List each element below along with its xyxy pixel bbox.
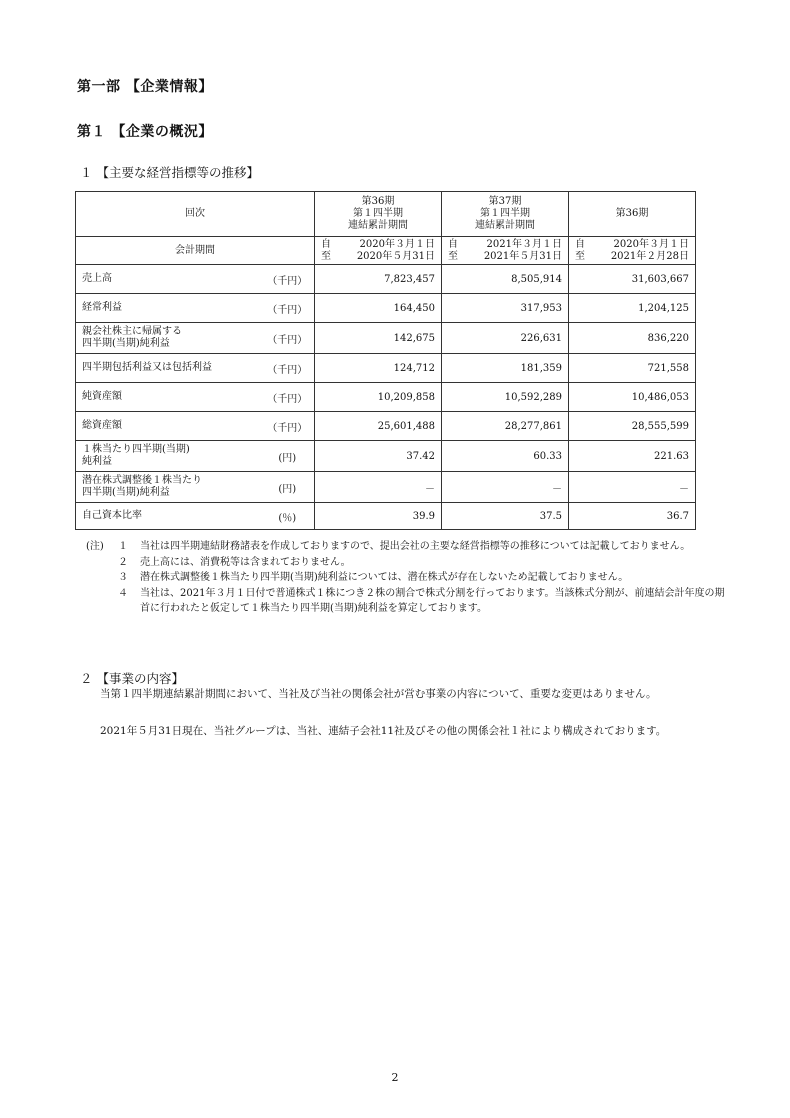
row-unit: （千円） — [261, 354, 315, 383]
value-cell: 836,220 — [569, 323, 696, 354]
row-label: 経常利益 — [76, 294, 261, 323]
column-header: 第37期 第１四半期 連結累計期間 — [442, 192, 569, 237]
row-unit: （千円） — [261, 294, 315, 323]
column-header: 第36期 第１四半期 連結累計期間 — [315, 192, 442, 237]
period-row — [76, 237, 696, 265]
row-label: １株当たり四半期(当期) 純利益 — [76, 441, 261, 472]
subsection-title-business: ２ 【事業の内容】 — [80, 671, 184, 686]
value-cell: 8,505,914 — [442, 265, 569, 294]
table-row — [76, 383, 696, 412]
row-label: 四半期包括利益又は包括利益 — [76, 354, 261, 383]
value-cell: 181,359 — [442, 354, 569, 383]
row-unit: （千円） — [261, 412, 315, 441]
value-cell: － — [569, 472, 696, 503]
value-cell: 31,603,667 — [569, 265, 696, 294]
row-label: 売上高 — [76, 265, 261, 294]
value-cell: 28,277,861 — [442, 412, 569, 441]
business-paragraph-1: 当第１四半期連結累計期間において、当社及び当社の関係会社が営む事業の内容について、重要な変更はありません。 — [100, 688, 657, 700]
value-cell: 142,675 — [315, 323, 442, 354]
period-cell: 自 2021年３月１日 至 2021年５月31日 — [442, 237, 569, 265]
note-text: 当社は、2021年３月１日付で普通株式１株につき２株の割合で株式分割を行っております。当該株式分割が、前連結会計年度の期首に行われたと仮定して１株当たり四半期(当期)純利益を算定しております。 — [140, 587, 725, 614]
table-row — [76, 472, 696, 503]
value-cell: 37.5 — [442, 503, 569, 530]
row-label: 親会社株主に帰属する 四半期(当期)純利益 — [76, 323, 261, 354]
period-cell: 自 2020年３月１日 至 2020年５月31日 — [315, 237, 442, 265]
period-label: 会計期間 — [76, 237, 315, 265]
value-cell: 164,450 — [315, 294, 442, 323]
row-label: 自己資本比率 — [76, 503, 261, 530]
value-cell: 10,486,053 — [569, 383, 696, 412]
value-cell: 60.33 — [442, 441, 569, 472]
value-cell: － — [442, 472, 569, 503]
table-row — [76, 294, 696, 323]
subsection-title-indicators: １ 【主要な経営指標等の推移】 — [80, 165, 259, 180]
row-unit: (％) — [261, 503, 315, 530]
value-cell: － — [315, 472, 442, 503]
value-cell: 10,209,858 — [315, 383, 442, 412]
value-cell: 25,601,488 — [315, 412, 442, 441]
row-unit: （千円） — [261, 323, 315, 354]
value-cell: 221.63 — [569, 441, 696, 472]
period-cell: 自 2020年３月１日 至 2021年２月28日 — [569, 237, 696, 265]
row-label: 総資産額 — [76, 412, 261, 441]
value-cell: 1,204,125 — [569, 294, 696, 323]
table-row — [76, 441, 696, 472]
row-unit: （千円） — [261, 265, 315, 294]
table-row — [76, 323, 696, 354]
table-row — [76, 412, 696, 441]
page-number: 2 — [391, 1071, 399, 1084]
column-header: 第36期 — [569, 192, 696, 237]
row-label: 純資産額 — [76, 383, 261, 412]
value-cell: 226,631 — [442, 323, 569, 354]
notes: (注) １ 当社は四半期連結財務諸表を作成しておりますので、提出会社の主要な経営指標等の推移については記載しておりません。 ２ 売上高には、消費税等は含まれておりません。 ３ 潜在株式調整後１株当たり四半期(当期)純利益については、潜在株式が存在しないため記載しておりません。 ４ 当社は、2021年３月１日付で普通株式１株につき２株の割合で株式分割を行っております。当該株式分割が、前連結会計年度の期首に行われたと仮定して１株当たり四半期(当期)純利益を算定しております。 — [86, 539, 726, 617]
value-cell: 7,823,457 — [315, 265, 442, 294]
row-unit: (円) — [261, 472, 315, 503]
note-text: 当社は四半期連結財務諸表を作成しておりますので、提出会社の主要な経営指標等の推移については記載しておりません。 — [140, 541, 691, 552]
part-title: 第一部 【企業情報】 — [77, 79, 213, 95]
note-text: 潜在株式調整後１株当たり四半期(当期)純利益については、潜在株式が存在しないため記載しておりません。 — [140, 572, 629, 583]
value-cell: 37.42 — [315, 441, 442, 472]
header-label: 回次 — [76, 192, 315, 237]
table-row — [76, 265, 696, 294]
table-row — [76, 354, 696, 383]
value-cell: 317,953 — [442, 294, 569, 323]
value-cell: 36.7 — [569, 503, 696, 530]
value-cell: 28,555,599 — [569, 412, 696, 441]
note-text: 売上高には、消費税等は含まれておりません。 — [140, 556, 351, 568]
value-cell: 124,712 — [315, 354, 442, 383]
row-unit: （千円） — [261, 383, 315, 412]
table-row — [76, 503, 696, 530]
value-cell: 39.9 — [315, 503, 442, 530]
row-label: 潜在株式調整後１株当たり 四半期(当期)純利益 — [76, 472, 261, 503]
row-unit: (円) — [261, 441, 315, 472]
section-title: 第１ 【企業の概況】 — [77, 124, 213, 140]
value-cell: 10,592,289 — [442, 383, 569, 412]
business-paragraph-2: 2021年５月31日現在、当社グループは、当社、連結子会社11社及びその他の関係会社１社により構成されております。 — [100, 725, 667, 737]
financial-indicators-table — [75, 191, 696, 530]
value-cell: 721,558 — [569, 354, 696, 383]
table-header-row — [76, 192, 696, 237]
notes-prefix: (注) — [86, 541, 104, 552]
